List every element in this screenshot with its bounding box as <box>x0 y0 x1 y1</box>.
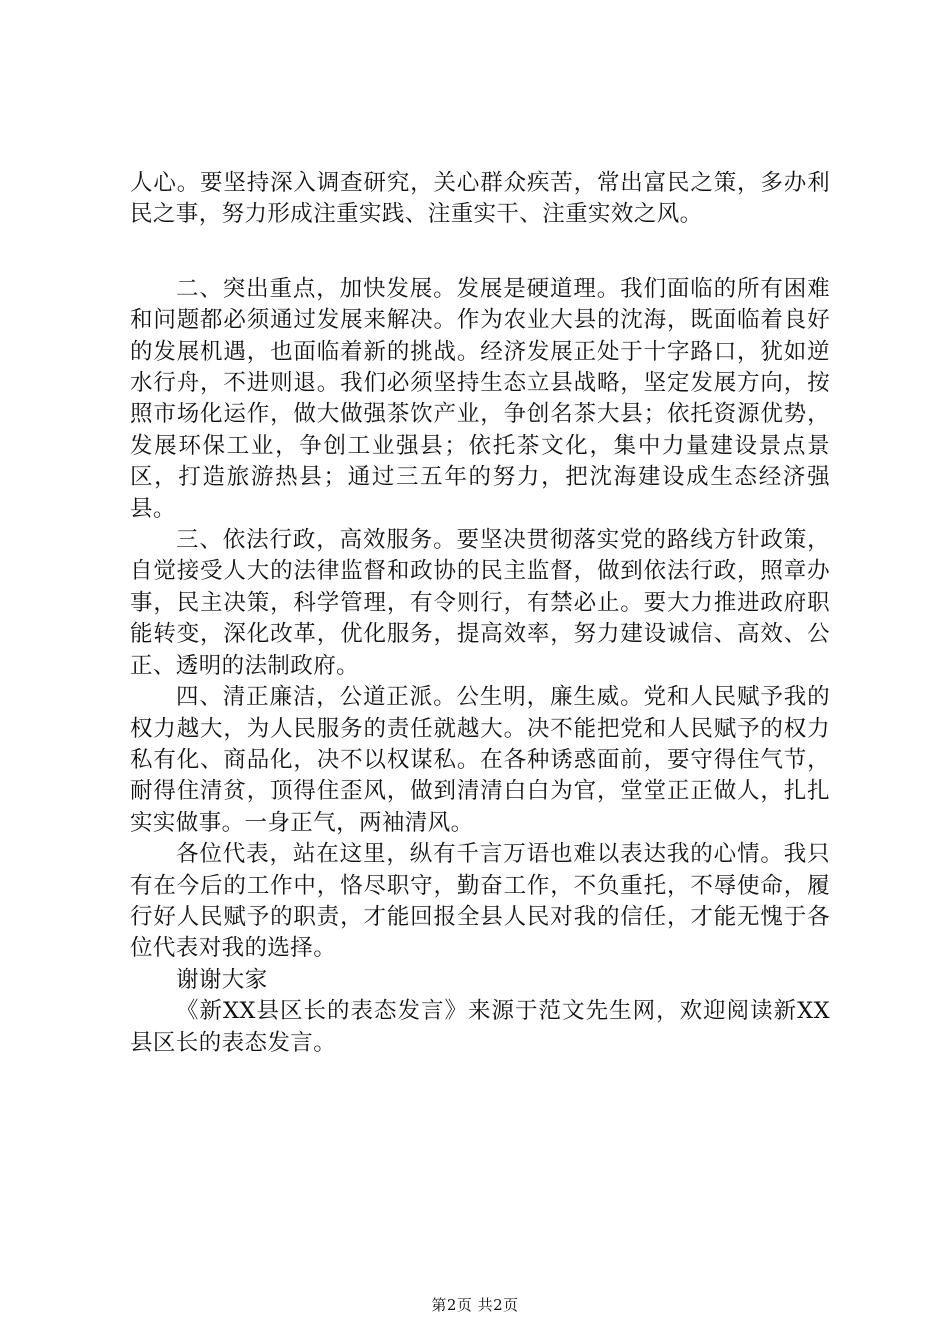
document-body <box>130 168 830 1059</box>
paragraph-section-two: 二、突出重点，加快发展。发展是硬道理。我们面临的所有困难和问题都必须通过发展来解决。作为农业大县的沈海，既面临着良好的发展机遇，也面临着新的挑战。经济发展正处于十字路口，犹如逆水行舟，不进则退。我们必须坚持生态立县战略，坚定发展方向，按照市场化运作，做大做强茶饮产业，争创名茶大县；依托资源优势，发展环保工业，争创工业强县；依托茶文化，集中力量建设景点景区，打造旅游热县；通过三五年的努力，把沈海建设成生态经济强县。 <box>130 275 830 522</box>
paragraph-continuation: 人心。要坚持深入调查研究，关心群众疾苦，常出富民之策，多办利民之事，努力形成注重实践、注重实干、注重实效之风。 <box>130 170 830 228</box>
paragraph-section-three: 三、依法行政，高效服务。要坚决贯彻落实党的路线方针政策，自觉接受人大的法律监督和政协的民主监督，做到依法行政，照章办事，民主决策，科学管理，有令则行，有禁必止。要大力推进政府职能转变，深化改革，优化服务，提高效率，努力建设诚信、高效、公正、透明的法制政府。 <box>130 527 830 679</box>
paragraph-source-note: 《新XX县区长的表态发言》来源于范文先生网，欢迎阅读新XX县区长的表态发言。 <box>130 998 830 1056</box>
paragraph-section-four: 四、清正廉洁，公道正派。公生明，廉生威。党和人民赋予我的权力越大，为人民服务的责任就越大。决不能把党和人民赋予的权力私有化、商品化，决不以权谋私。在各种诱惑面前，要守得住气节，耐得住清贫，顶得住歪风，做到清清白白为官，堂堂正正做人，扎扎实实做事。一身正气，两袖清风。 <box>130 684 830 836</box>
page-number-footer: 第2页 共2页 <box>431 1296 519 1314</box>
paragraph-thanks: 谢谢大家 <box>176 966 268 993</box>
paragraph-closing-remarks: 各位代表，站在这里，纵有千言万语也难以表达我的心情。我只有在今后的工作中，恪尽职守，勤奋工作，不负重托，不辱使命，履行好人民赋予的职责，才能回报全县人民对我的信任，才能无愧于各位代表对我的选择。 <box>130 841 830 962</box>
